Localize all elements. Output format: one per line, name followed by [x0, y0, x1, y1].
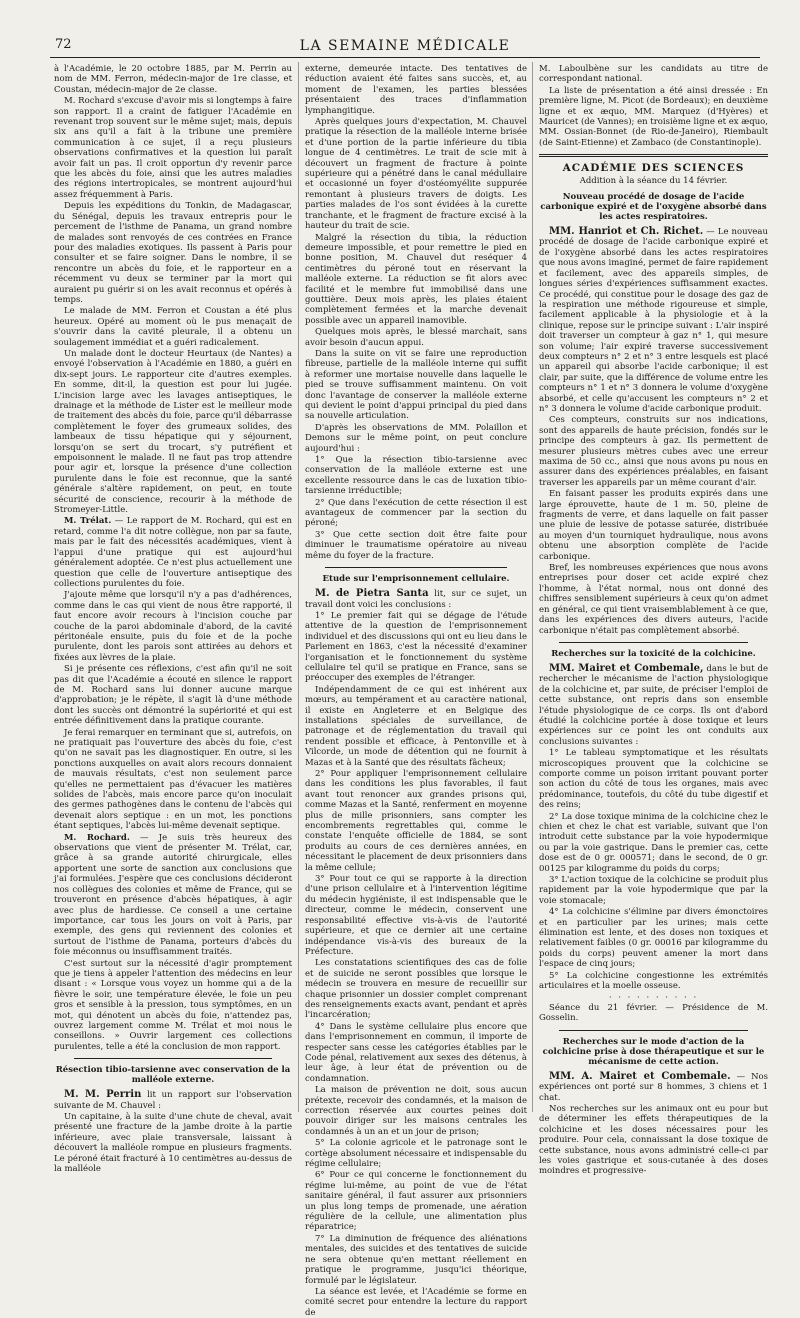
column-middle [305, 64, 527, 1318]
speaker-name: M. Rochard. [64, 832, 130, 843]
article-heading: Recherches sur le mode d'action de la colchicine prise à dose thérapeutique et sur le mécanisme de cette action. [542, 1036, 765, 1067]
section-title: ACADÉMIE DES SCIENCES [562, 162, 745, 175]
paragraph: 3° L'action toxique de la colchicine se produit plus rapidement par la voie hypodermique que par la voie stomacale; [539, 875, 768, 906]
paragraph-text: — Le rapport de M. Rochard, qui est en retard, comme l'a dit notre collègue, non par sa faute, mais par le fait des nécessités académiques, vient à l'appui d'une pratique qui est aujourd'hui généralement adoptée. Ce n'est plus actuellement une question que celle de l'ouverture antiseptique des collections purulentes du foie. [54, 516, 292, 589]
section-rule [559, 642, 748, 643]
paragraph-text: — Nos expériences ont porté sur 8 hommes, 3 chiens et 1 chat. [539, 1071, 768, 1103]
paragraph: La liste de présentation a été ainsi dressée : En première ligne, M. Picot (de Bordeaux); en deuxième ligne et ex æquo, MM. Marquez (d'Hyères) et Mauricet (de Vannes); en troisième ligne et ex æquo, MM. Ossian-Bonnet (de Rio-de-Janeiro), Riembault (de Saint-Etienne) et Zambaco (de Constantinople). [539, 85, 768, 148]
paragraph-text: dans le but de rechercher le mécanisme de l'action physiologique de la colchicine et, par suite, de préciser l'emploi de cette substance, ont repris dans son ensemble l'étude physiologique de ce corps. Ils ont d'abord étudié la colchicine portée à dose toxique et leurs expériences sur ce point les ont conduits aux conclusions suivantes : [539, 663, 768, 747]
speaker-name: M. M. Perrin [64, 1089, 142, 1101]
paragraph: 5° La colonie agricole et le patronage sont le cortège absolument nécessaire et indispensable du régime cellulaire; [305, 1138, 527, 1170]
speaker-name: MM. Mairet et Combemale, [549, 662, 704, 674]
paragraph: Les constatations scientifiques des cas de folie et de suicide ne seront possibles que lorsque le médecin se trouvera en mesure de recueillir sur chaque prisonnier un dossier complet comprenant des renseignements exacts avant, pendant et après l'incarcération; [305, 958, 527, 1021]
speaker-name: MM. Hanriot et Ch. Richet. [549, 226, 704, 238]
column-right [539, 64, 768, 1177]
paragraph [54, 516, 292, 589]
paragraph [54, 833, 292, 958]
article-heading: Recherches sur la toxicité de la colchicine. [551, 648, 756, 659]
paragraph: 1° Le tableau symptomatique et les résultats microscopiques prouvent que la colchicine se comporte comme un poison irritant pouvant porter son action du côté de tous les organes, mais avec prédominance, toutefois, du côté du tube digestif et des reins; [539, 748, 768, 811]
paragraph: 6° Pour ce qui concerne le fonctionnement du régime lui-même, au point de vue de l'état sanitaire général, il faut assurer aux prisonniers un plus long temps de promenade, une aération régulière de la cellule, une alimentation plus réparatrice; [305, 1170, 527, 1233]
paragraph [305, 589, 527, 610]
article-heading: Nouveau procédé de dosage de l'acide carbonique expiré et de l'oxygène absorbé dans les actes respiratoires. [540, 192, 767, 223]
paragraph [539, 1072, 768, 1103]
paragraph: Le malade de MM. Ferron et Coustan a été plus heureux. Opéré au moment où le pus menaçait de s'ouvrir dans la cavité pleurale, il a obtenu un soulagement immédiat et a guéri radicalement. [54, 306, 292, 348]
paragraph: à l'Académie, le 20 octobre 1885, par M. Perrin au nom de MM. Ferron, médecin-major de 1re classe, et Coustan, médecin-major de 2e classe. [54, 64, 292, 95]
session-line: Séance du 21 février. — Présidence de M. Gosselin. [539, 1002, 768, 1024]
speaker-name: M. de Pietra Santa [315, 588, 429, 600]
paragraph: La maison de prévention ne doit, sous aucun prétexte, recevoir des condamnés, et la maison de correction réservée aux courtes peines doit pouvoir diriger sur les maisons centrales les condamnés à un an et un jour de prison; [305, 1085, 527, 1137]
section-rule [559, 1030, 748, 1031]
column-left [54, 64, 292, 1175]
paragraph: 5° La colchicine congestionne les extrémités articulaires et la moelle osseuse. [539, 970, 768, 992]
paragraph: Bref, les nombreuses expériences que nous avons entreprises pour doser cet acide expiré chez l'homme, à l'état normal, nous ont donné des chiffres sensiblement supérieurs à ceux qu'on admet en général, ce qui tient vraisemblablement à ce que, dans les expériences des divers auteurs, l'acide carbonique n'était pas complètement absorbé. [539, 563, 768, 636]
paragraph: 2° La dose toxique minima de la colchicine chez le chien et chez le chat est variable, suivant que l'on introduit cette substance par la voie hypodermique ou par la voie gastrique. Dans le premier cas, cette dose est de 0 gr. 000571; dans le second, de 0 gr. 00125 par kilogramme du poids du corps; [539, 811, 768, 874]
paragraph-text: — Le nouveau procédé de dosage de l'acide carbonique expiré et de l'oxygène absorbé dans les actes respiratoires que nous avons imaginé, permet de faire rapidement et facilement, avec des appareils simples, de longues séries d'expériences suffisamment exactes. Ce procédé, qui constitue pour le dosage des gaz de la respiration une méthode rigoureuse et simple, facilement applicable à la physiologie et à la clinique, repose sur le principe suivant : L'air inspiré doit traverser un compteur à gaz n° 1, qui mesure son volume; l'air expiré traverse successivement deux compteurs n° 2 et n° 3 entre lesquels est placé un appareil qui absorbe l'acide carbonique; il est clair, par suite, que la différence de volume entre les compteurs n° 1 et n° 3 donnera le volume d'oxygène absorbé, et celle qu'accusent les compteurs n° 2 et n° 3 donnera le volume d'acide carbonique produit. [539, 227, 768, 414]
section-rule [74, 1058, 272, 1059]
page-number: 72 [55, 37, 72, 52]
speaker-name: M. Trélat. [64, 516, 112, 527]
running-header [50, 34, 760, 56]
paragraph: externe, demeurée intacte. Des tentatives de réduction avaient été faites sans succès, et, au moment de l'examen, les parties blessées présentaient des traces d'inflammation lymphangitique. [305, 64, 527, 116]
paragraph: Je ferai remarquer en terminant que si, autrefois, on ne pratiquait pas l'ouverture des abcès du foie, c'est qu'on ne savait pas les diagnostiquer. En outre, si les ponctions auxquelles on avait alors recours donnaient de mauvais résultats, c'est non seulement parce qu'elles ne permettaient pas d'évacuer les matières solides de l'abcès, mais encore parce qu'on inoculait des germes pathogènes dans le contenu de l'abcès qui devenait alors septique : en un mot, les ponctions étant septiques, l'abcès lui-même devenait septique. [54, 727, 292, 832]
paragraph-text: lit, sur ce sujet, un travail dont voici les conclusions : [305, 589, 527, 610]
paragraph: Quelques mois après, le blessé marchait, sans avoir besoin d'aucun appui. [305, 327, 527, 348]
paragraph: M. Rochard s'excuse d'avoir mis si longtemps à faire son rapport. Il a craint de fatiguer l'Académie en revenant trop souvent sur le même sujet; mais, depuis six ans qu'il a fait à la tribune une première communication à ce sujet, il a reçu plusieurs observations confirmatives et la question lui paraît avoir fait un pas. Il croit opportun d'y revenir parce que les abcès du foie, ainsi que les autres maladies des régions intertropicales, se montrent aujourd'hui assez fréquemment à Paris. [54, 96, 292, 200]
paragraph: 2° Pour appliquer l'emprisonnement cellulaire dans les conditions les plus favorables, il faut avant tout renoncer aux grandes prisons qui, comme Mazas et la Santé, renferment en moyenne plus de mille prisonniers, sans compter les encombrements regrettables qui, comme le constate l'enquête officielle de 1884, se sont produits au cours de ces dernières années, en nécessitant le placement de deux prisonniers dans la même cellule; [305, 769, 527, 873]
article-heading: Résection tibio-tarsienne avec conservation de la malléole externe. [55, 1065, 291, 1086]
paragraph: Depuis les expéditions du Tonkin, de Madagascar, du Sénégal, depuis les travaux entrepris pour le percement de l'isthme de Panama, un grand nombre de malades sont renvoyés de ces contrées en France pour des maladies exotiques. Ils passent à Paris pour consulter et se faire soigner. Dans le nombre, il se rencontre un abcès du foie, et le rapporteur en a récemment vu deux se terminer par la mort qui auraient pu guérir si on les avait reconnus et opérés à temps. [54, 201, 292, 305]
paragraph: Malgré la résection du tibia, la réduction demeure impossible, et pour remettre le pied en bonne position, M. Chauvel dut reséquer 4 centimètres du péroné tout en réservant la malléole externe. La réduction se fit alors avec facilité et le membre fut immobilisé dans une gouttière. Deux mois après, les plaies étaient complètement fermées et la marche devenait possible avec un appareil inamovible. [305, 232, 527, 326]
paragraph: 2° Que dans l'exécution de cette résection il est avantageux de commencer par la section du péroné; [305, 497, 527, 529]
paragraph-text: — Je suis très heureux des observations que vient de présenter M. Trélat, car, grâce à sa grande autorité chirurgicale, elles apportent une sorte de sanction aux conclusions que j'ai formulées. J'espère que ces conclusions décideront nos collègues des colonies et même de France, qui se trouveront en présence d'abcès hépatiques, à agir avec plus de hardiesse. Ce conseil a une certaine importance, car tous les jours on voit à Paris, par exemple, des gens qui reviennent des colonies et surtout de l'isthme de Panama, porteurs d'abcès du foie méconnus ou insuffisamment traités. [54, 832, 292, 958]
paragraph: 4° La colchicine s'élimine par divers émonctoires et en particulier par les urines; mais cette élimination est lente, et des doses non toxiques et relativement faibles (0 gr. 00016 par kilogramme du poids du corps) peuvent amener la mort dans l'espace de cinq jours; [539, 907, 768, 970]
paragraph: 3° Que cette section doit être faite pour diminuer le traumatisme opératoire au niveau même du foyer de la fracture. [305, 529, 527, 561]
paragraph: Après quelques jours d'expectation, M. Chauvel pratique la résection de la malléole interne brisée et d'une portion de la partie inférieure du tibia longue de 4 centimètres. Le trait de scie mit à découvert un fragment de fracture à pointe supérieure qui a pénétré dans le canal médullaire et occasionné un foyer d'ostéomyélite suppurée remontant à plusieurs travers de doigts. Les parties malades de l'os sont évidées à la curette tranchante, et le fragment de fracture excisé à la hauteur du trait de scie. [305, 117, 527, 232]
paragraph: 7° La diminution de fréquence des aliénations mentales, des suicides et des tentatives de suicide ne sera obtenue qu'en mettant réellement en pratique le programme, jusqu'ici théorique, formulé par le législateur. [305, 1233, 527, 1286]
column-divider [532, 62, 533, 1112]
paragraph-text: lit un rapport sur l'observation suivante de M. Chauvel : [54, 1090, 292, 1111]
paragraph: Un malade dont le docteur Heurtaux (de Nantes) a envoyé l'observation à l'Académie en 1880, a guéri en dix-sept jours. Le rapporteur cite d'autres exemples. En somme, dit-il, la question est pour lui jugée. L'incision large avec les lavages antiseptiques, le drainage et la méthode de Lister est le meilleur mode de traitement des abcès du foie, parce qu'il débarrasse complètement le foyer des grumeaux solides, des lambeaux de tissu hépatique qui y séjournent, lorsqu'on se sert du trocart, s'y putréfient et empoisonnent le malade. Il ne faut pas trop attendre pour agir et, lorsque la présence d'une collection purulente dans le foie est reconnue, que la santé générale s'altère rapidement, on peut, en toute sécurité de conscience, recourir à la méthode de Stromeyer-Little. [54, 348, 292, 516]
paragraph: Nos recherches sur les animaux ont eu pour but de déterminer les effets thérapeutiques de la colchicine et les doses nécessaires pour les produire. Pour cela, connaissant la dose toxique de cette substance, nous avons administré celle-ci par les voies gastrique et sous-cutanée à des doses moindres et progressive- [539, 1103, 768, 1177]
paragraph: Indépendamment de ce qui est inhérent aux mœurs, au tempérament et au caractère national, il existe en Angleterre et en Belgique des installations spéciales de surveillance, de patronage et de réglementation du travail qui rendent possible et efficace, à Pentonville et à Vilcorde, un mode de détention qui ne fournit à Mazas et à la Santé que des résultats fâcheux; [305, 684, 527, 768]
speaker-name: MM. A. Mairet et Combemale. [549, 1070, 731, 1082]
section-rule [325, 567, 507, 568]
separator-dots: · · · · · · · · · · [608, 992, 699, 1003]
paragraph: C'est surtout sur la nécessité d'agir promptement que je tiens à appeler l'attention des médecins en leur disant : « Lorsque vous voyez un homme qui a de la fièvre le soir, une température élevée, le foie un peu gros et sensible à la pression, tous symptômes, en un mot, qui dénotent un abcès du foie, n'attendez pas, ouvrez largement comme M. Trélat et moi nous le conseillons. » Ouvrir largement ces collections purulentes, telle a été la conclusion de mon rapport. [54, 958, 292, 1052]
paragraph: Un capitaine, à la suite d'une chute de cheval, avait présenté une fracture de la jambe droite à la partie inférieure, avec plaie transversale, laissant à découvert la malléole rompue en plusieurs fragments. Le péroné était fracturé à 10 centimètres au-dessus de la malléole [54, 1112, 292, 1175]
paragraph: 4° Dans le système cellulaire plus encore que dans l'emprisonnement en commun, il importe de respecter sans cesse les catégories établies par le Code pénal, relativement aux sexes des détenus, à leur âge, à leur état de prévention ou de condamnation. [305, 1021, 527, 1084]
section-subtitle: Addition à la séance du 14 février. [579, 175, 728, 186]
paragraph: La séance est levée, et l'Académie se forme en comité secret pour entendre la lecture du rapport de [305, 1286, 527, 1318]
paragraph: J'ajoute même que lorsqu'il n'y a pas d'adhérences, comme dans le cas qui vient de nous être rapporté, il faut encore avoir recours à l'incision couche par couche de la paroi abdominale d'abord, de la cavité péritonéale ensuite, puis du foie et de la poche purulente, dont les parois sont attirées au dehors et fixées aux lèvres de la plaie. [54, 590, 292, 663]
paragraph [54, 1090, 292, 1111]
paragraph: 1° Que la résection tibio-tarsienne avec conservation de la malléole externe est une excellente ressource dans le cas de luxation tibio-tarsienne irréductible; [305, 455, 527, 497]
paragraph: M. Laboulbène sur les candidats au titre de correspondant national. [539, 64, 768, 85]
paragraph [539, 664, 768, 747]
paragraph: Dans la suite on vit se faire une reproduction fibreuse, partielle de la malléole interne qui suffit à reformer une mortaise nouvelle dans laquelle le pied se trouve suffisamment maintenu. On voit donc l'avantage de conserver la malléole externe qui devient le point d'appui principal du pied dans sa nouvelle articulation. [305, 348, 527, 422]
section-rule [539, 154, 768, 157]
paragraph: Si je présente ces réflexions, c'est afin qu'il ne soit pas dit que l'Académie a écouté en silence le rapport de M. Rochard sans lui donner aucune marque d'approbation; je le répète, il s'agit là d'une méthode dont les succès ont démontré la supériorité et qui est entrée définitivement dans la pratique courante. [54, 664, 292, 727]
journal-title: LA SEMAINE MÉDICALE [299, 38, 511, 54]
paragraph [539, 227, 768, 414]
paragraph: 3° Pour tout ce qui se rapporte à la direction d'une prison cellulaire et à l'intervention légitime du médecin hygiéniste, il est indispensable que le directeur, comme le médecin, conservent une responsabilité effective vis-à-vis de l'autorité supérieure, et que ce dernier ait une certaine indépendance vis-à-vis des bureaux de la Préfecture. [305, 874, 527, 957]
paragraph: En faisant passer les produits expirés dans une large éprouvette, haute de 1 m. 50, pleine de fragments de verre, et dans laquelle on fait passer une pluie de lessive de potasse saturée, distribuée au moyen d'un tourniquet hydraulique, nous avons obtenu une absorption complète de l'acide carbonique. [539, 489, 768, 562]
article-heading: Etude sur l'emprisonnement cellulaire. [322, 574, 510, 585]
paragraph: Ces compteurs, construits sur nos indications, sont des appareils de haute précision, fondés sur le principe des compteurs à gaz. Ils permettent de mesurer plusieurs mètres cubes avec une erreur maxima de 50 cc., ainsi que nous avons pu nous en assurer dans des expériences préalables, en faisant traverser les appareils par un même courant d'air. [539, 415, 768, 488]
paragraph: 1° Le premier fait qui se dégage de l'étude attentive de la question de l'emprisonnement individuel et des discussions qui ont eu lieu dans le Parlement en 1863, c'est la nécessité d'examiner l'organisation et le fonctionnement du système cellulaire tel qu'il se pratique en France, sans se préoccuper des exemples de l'étranger. [305, 610, 527, 684]
column-divider [298, 62, 299, 1112]
paragraph: D'après les observations de MM. Polaillon et Demons sur le même point, on peut conclure aujourd'hui : [305, 422, 527, 454]
header-rule [50, 57, 760, 58]
